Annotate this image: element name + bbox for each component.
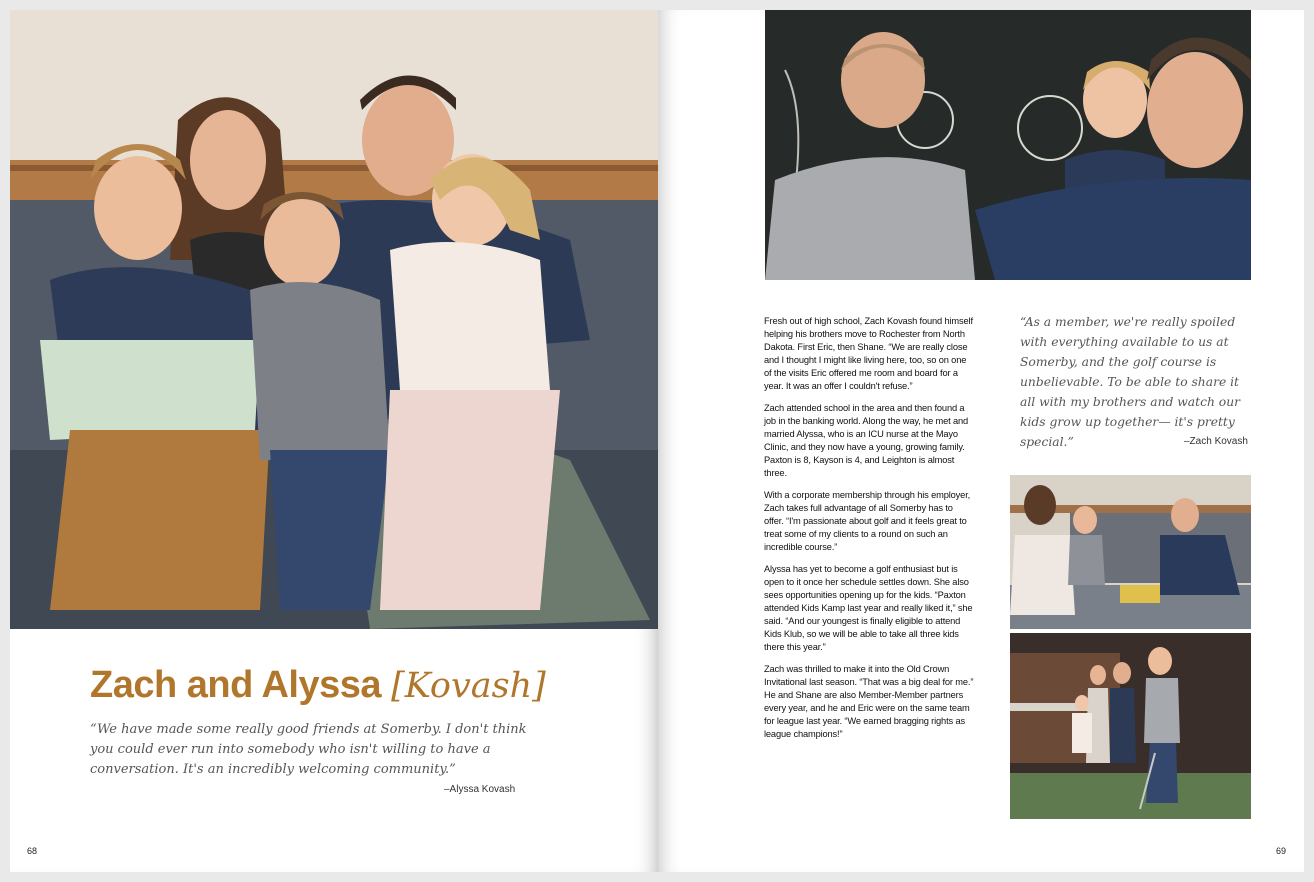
feature-title [90, 664, 546, 707]
alyssa-quote: “We have made some really good friends at Somerby. I don't think you could ever run into somebody who isn't willing to have a conversation. It's an incredibly welcoming community.” [90, 722, 527, 777]
article-body [764, 315, 974, 750]
indoor-golf-image [1010, 633, 1251, 819]
title-surname: [Kovash] [391, 666, 546, 706]
title-name: Zach and Alyssa [90, 664, 381, 706]
article-paragraph: With a corporate membership through his employer, Zach takes full advantage of all Somerby has to offer. “I'm passionate about golf and it feels great to treat some of my clients to a round on such an incredible course.” [764, 490, 971, 552]
article-paragraph: Zach attended school in the area and then found a job in the banking world. Along the way, he met and married Alyssa, who is an ICU nurse at the Mayo Clinic, and they now have a young, growing family. Paxton is 8, Kayson is 4, and Leighton is almost three. [764, 403, 969, 478]
zach-quote-attribution: –Zach Kovash [1184, 436, 1248, 447]
alyssa-quote-attribution: –Alyssa Kovash [444, 784, 516, 795]
family-portrait-image [10, 10, 658, 629]
zach-pull-quote: “As a member, we're really spoiled with everything available to us at Somerby, and the golf course is unbelievable. To be able to share it all with my brothers and watch our kids grow up together— it's pretty special.” [1020, 315, 1240, 449]
chalkboard-photo [765, 10, 1251, 280]
right-page [658, 10, 1304, 872]
living-room-play-image [1010, 475, 1251, 629]
chalkboard-image [765, 10, 1251, 280]
indoor-golf-photo [1010, 633, 1251, 819]
left-page [10, 10, 658, 872]
living-room-play-photo [1010, 475, 1251, 629]
page-number-left: 68 [27, 846, 38, 856]
article-paragraph: Fresh out of high school, Zach Kovash found himself helping his brothers move to Rochester from North Dakota. First Eric, then Shane. “We are really close and I thought I might like living here, too, so on one of the visits Eric offered me room and board for a year. It was an offer I couldn't refuse.” [764, 316, 973, 391]
family-portrait-photo [10, 10, 658, 629]
article-paragraph: Zach was thrilled to make it into the Old Crown Invitational last season. “That was a big deal for me.” He and Shane are also Member-Member partners every year, and he and Eric were on the same team for league last year. “We earned bragging rights as league champions!” [764, 664, 974, 739]
page-number-right: 69 [1276, 846, 1287, 856]
article-paragraph: Alyssa has yet to become a golf enthusiast but is open to it once her schedule settles down. She also sees opportunities opening up for the kids. “Paxton attended Kids Kamp last year and really liked it,” she said. “And our youngest is finally eligible to attend Kids Klub, so we will be able to take all three kids there this year.” [764, 564, 973, 652]
